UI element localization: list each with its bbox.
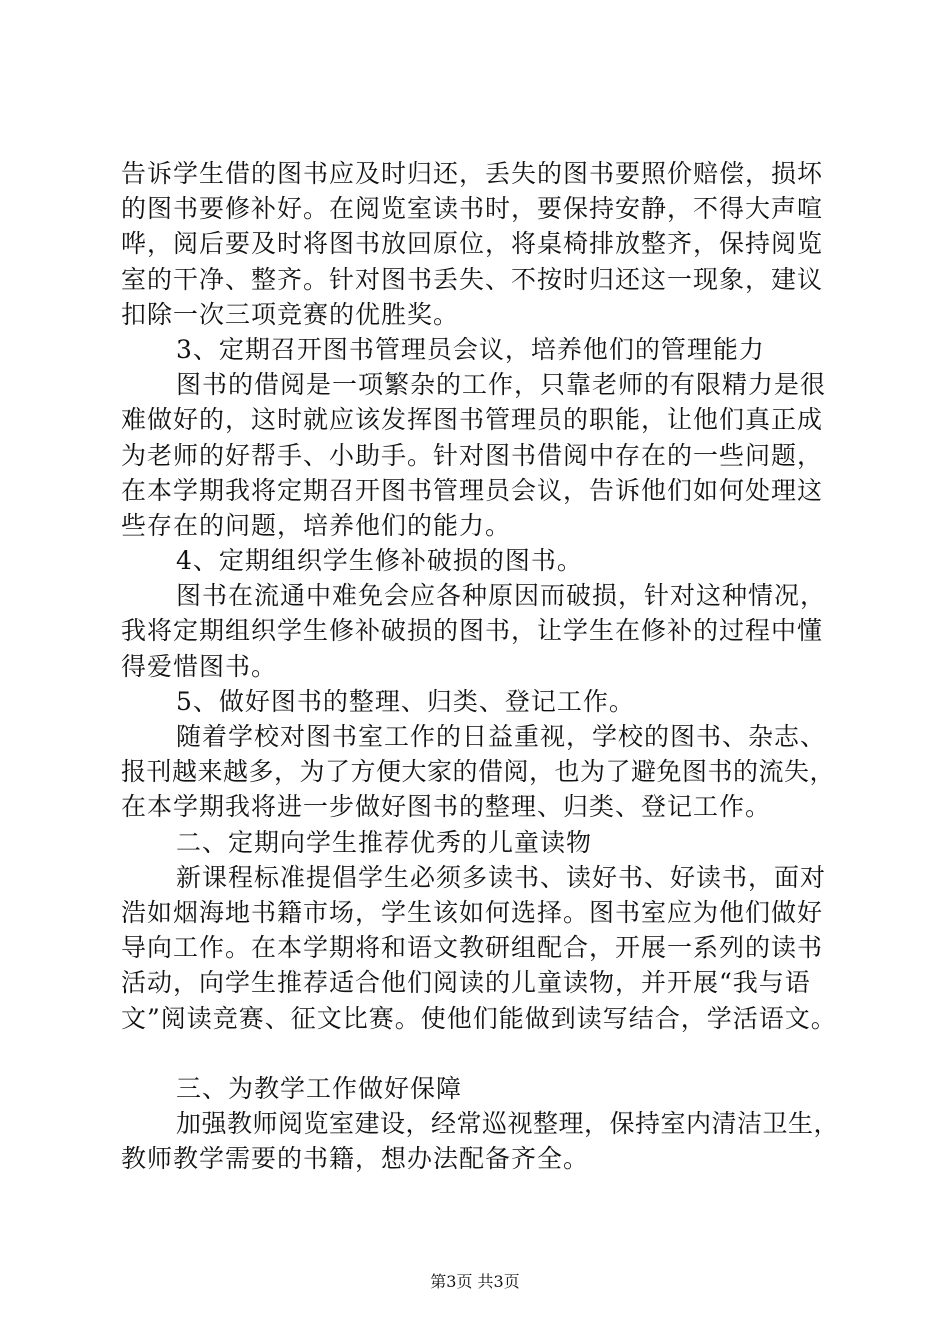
text-line: 文”阅读竞赛、征文比赛。使他们能做到读写结合，学活语文。: [121, 1003, 837, 1033]
blank-line: [121, 1036, 841, 1071]
text-line: 导向工作。在本学期将和语文教研组配合，开展一系列的读书: [121, 933, 824, 963]
text-line: 图书在流通中难免会应各种原因而破损，针对这种情况，: [176, 581, 827, 611]
text-line: 新课程标准提倡学生必须多读书、读好书、好读书，面对: [176, 862, 827, 892]
section-heading: 5、做好图书的整理、归类、登记工作。: [176, 686, 635, 716]
text-line: 随着学校对图书室工作的日益重视，学校的图书、杂志、: [176, 722, 827, 751]
text-line: 得爱惜图书。: [121, 651, 278, 681]
text-line: 加强教师阅览室建设，经常巡视整理，保持室内清洁卫生，: [176, 1109, 840, 1139]
text-line: 哗，阅后要及时将图书放回原位，将桌椅排放整齐，保持阅览: [121, 229, 824, 259]
document-body: [121, 156, 841, 1176]
section-heading: 4、定期组织学生修补破损的图书。: [176, 546, 583, 576]
text-line: 扣除一次三项竞赛的优胜奖。: [121, 299, 460, 329]
text-line: 图书的借阅是一项繁杂的工作，只靠老师的有限精力是很: [176, 370, 827, 400]
text-line: 在本学期我将进一步做好图书的整理、归类、登记工作。: [121, 792, 772, 822]
text-line: 活动，向学生推荐适合他们阅读的儿童读物，并开展“我与语: [121, 968, 811, 998]
text-line: 报刊越来越多，为了方便大家的借阅，也为了避免图书的流失，: [121, 757, 836, 787]
text-line: 难做好的，这时就应该发挥图书管理员的职能，让他们真正成: [121, 405, 824, 435]
text-line: 室的干净、整齐。针对图书丢失、不按时归还这一现象，建议: [121, 264, 824, 294]
text-line: 我将定期组织学生修补破损的图书，让学生在修补的过程中懂: [121, 616, 824, 646]
text-line: 浩如烟海地书籍市场，学生该如何选择。图书室应为他们做好: [121, 897, 824, 927]
text-line: 些存在的问题，培养他们的能力。: [121, 510, 512, 540]
text-line: 为老师的好帮手、小助手。针对图书借阅中存在的一些问题，: [121, 440, 824, 470]
text-line: 教师教学需要的书籍，想办法配备齐全。: [121, 1144, 590, 1174]
page-footer: 第3页 共3页: [430, 1272, 520, 1291]
section-heading: 二、定期向学生推荐优秀的儿童读物: [176, 827, 593, 857]
section-heading: 三、为教学工作做好保障: [176, 1073, 463, 1103]
text-line: 的图书要修补好。在阅览室读书时，要保持安静，不得大声喧: [121, 194, 824, 224]
section-heading: 3、定期召开图书管理员会议，培养他们的管理能力: [176, 334, 765, 364]
text-line: 告诉学生借的图书应及时归还，丢失的图书要照价赔偿，损坏: [121, 159, 824, 188]
text-line: 在本学期我将定期召开图书管理员会议，告诉他们如何处理这: [121, 475, 824, 505]
